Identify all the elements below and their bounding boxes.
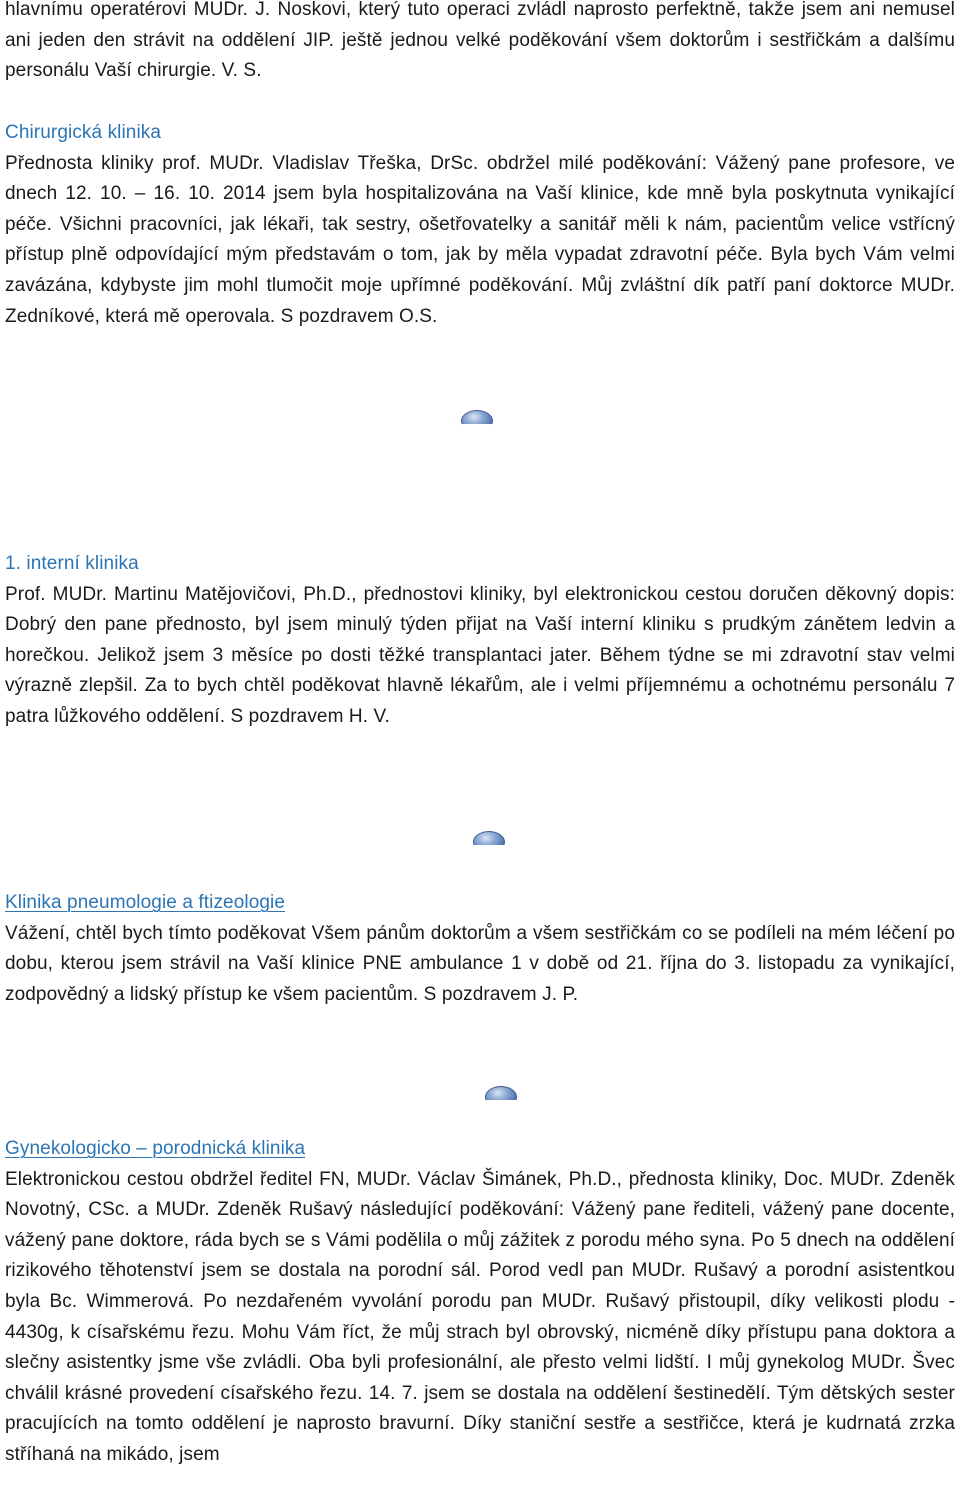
surgery-section (5, 118, 955, 332)
pneumology-section (5, 888, 955, 1010)
gynecology-section (5, 1134, 955, 1471)
surgery-text: Přednosta kliniky prof. MUDr. Vladislav Třeška, DrSc. obdržel milé poděkování: Vážený pane profesore, ve dnech 12. 10. – 16. 10. 2014 jsem byla hospitalizována na Vaší klinice, kde mně byla poskytnuta vynikající péče. Všichni pracovníci, jak lékaři, tak sestry, ošetřovatelky a sanitář měli k nám, pacientům velice vstřícný přístup plně odpovídající mým představám o tom, jak by měla vypadat zdravotní péče. Byla bych Vám velmi zavázána, kdybyste jim mohl tlumočit moje upřímné poděkování. Můj zvláštní dík patří paní doktorce MUDr. Zedníkové, která mě operovala. S pozdravem O.S. (5, 152, 955, 327)
internal-heading: 1. interní klinika (5, 553, 139, 574)
pneumology-heading: Klinika pneumologie a ftizeologie (5, 892, 286, 913)
blue-bullet-icon (461, 410, 493, 432)
internal-text: Prof. MUDr. Martinu Matějovičovi, Ph.D., přednostovi kliniky, byl elektronickou cestou doručen děkovný dopis: Dobrý den pane přednosto, byl jsem minulý týden přijat na Vaší interní kliniku s prudkým zánětem ledvin a horečkou. Jelikož jsem 3 měsíce po dosti těžké transplantaci jater. Během týdne se mi zdravotní stav velmi výrazně zlepšil. Za to bych chtěl poděkovat hlavně lékařům, ale i velmi příjemnému a ochotnému personálu 7 patra lůžkového oddělení. S pozdravem H. V. (5, 583, 955, 727)
blue-bullet-icon (473, 831, 505, 853)
blue-bullet-icon (485, 1086, 517, 1108)
top-fragment-paragraph (5, 0, 955, 87)
pneumology-text: Vážení, chtěl bych tímto poděkovat Všem pánům doktorům a všem sestřičkám co se podíleli na mém léčení po dobu, kterou jsem strávil na Vaší klinice PNE ambulance 1 v době od 21. října do 3. listopadu za vynikající, zodpovědný a lidský přístup ke všem pacientům. S pozdravem J. P. (5, 922, 955, 1005)
internal-section (5, 549, 955, 733)
gynecology-heading: Gynekologicko – porodnická klinika (5, 1138, 306, 1159)
top-fragment-text: hlavnímu operatérovi MUDr. J. Noskovi, který tuto operaci zvládl naprosto perfektně, takže jsem ani nemusel ani jeden den strávit na oddělení JIP. ještě jednou velké poděkování všem doktorům i sestřičkám a dalšímu personálu Vaší chirurgie. V. S. (5, 0, 955, 82)
surgery-heading: Chirurgická klinika (5, 122, 162, 143)
gynecology-text: Elektronickou cestou obdržel ředitel FN, MUDr. Václav Šimánek, Ph.D., přednosta kliniky, Doc. MUDr. Zdeněk Novotný, CSc. a MUDr. Zdeněk Rušavý následující poděkování: Vážený pane řediteli, vážený pane docente, vážený pane doktore, ráda bych se s Vámi podělila o můj zážitek z porodu mého syna. Po 5 dnech na oddělení rizikového těhotenství jsem se dostala na porodní sál. Porod vedl pan MUDr. Rušavý a porodní asistentkou byla Bc. Wimmerová. Po nezdařeném vyvolání porodu pan MUDr. Rušavý přistoupil, díky velikosti plodu - 4430g, k císařskému řezu. Mohu Vám říct, že můj strach byl obrovský, nicméně díky přístupu pana doktora a slečny asistentky jsme vše zvládli. Oba byli profesionální, ale přesto velmi lidští. I můj gynekolog MUDr. Švec chválil krásné provedení císařského řezu. 14. 7. jsem se dostala na oddělení šestinedělí. Tým dětských sester pracujících na tomto oddělení je naprosto bravurní. Díky staniční sestře a sestřičce, která je kudrnatá zrzka stříhaná na mikádo, jsem (5, 1168, 955, 1465)
